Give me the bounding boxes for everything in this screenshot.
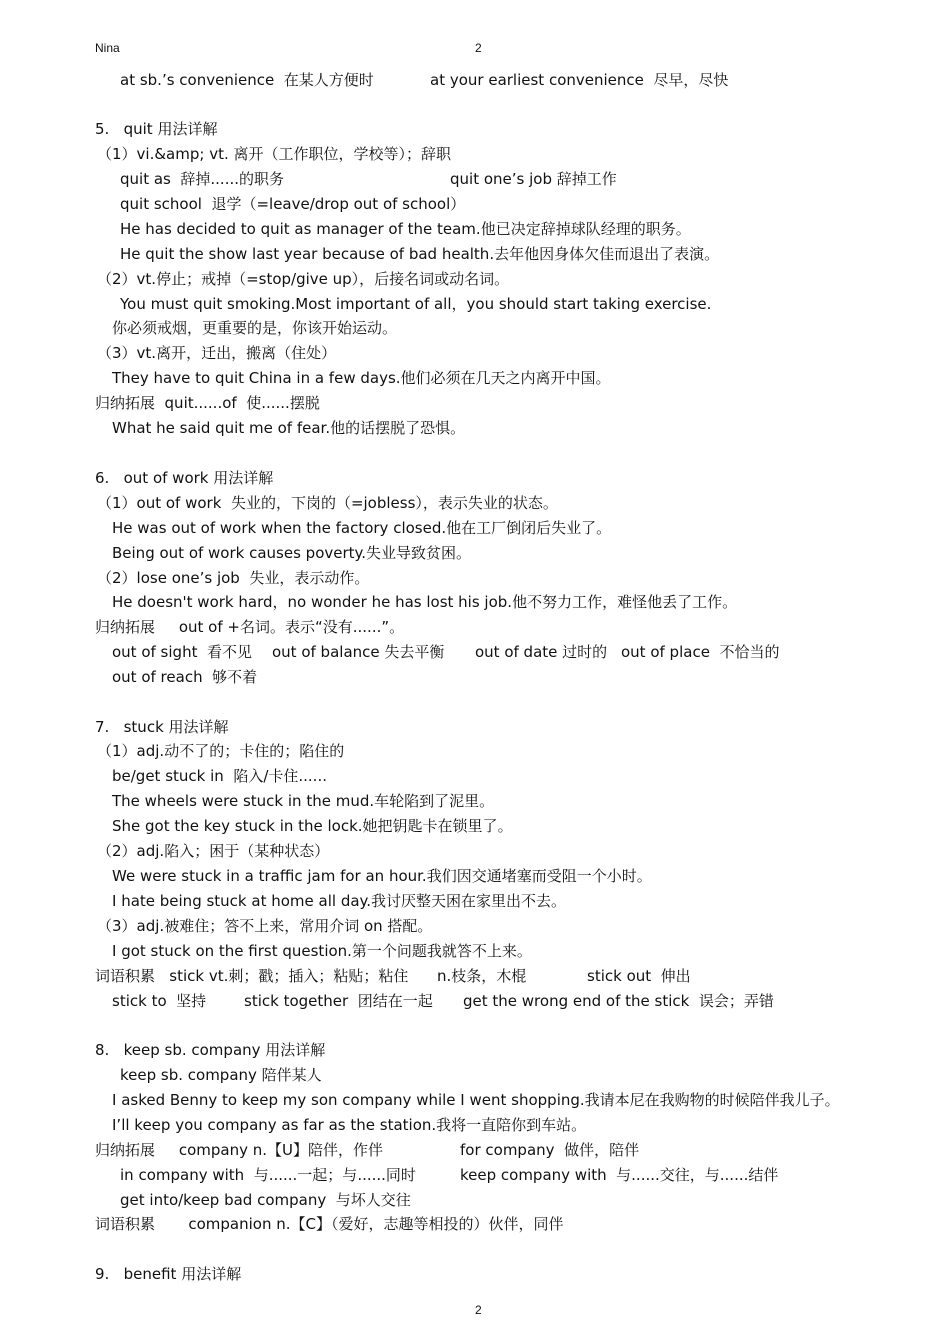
doc-line-6: He quit the show last year because of bad health.去年他因身体欠佳而退出了表演。 (120, 245, 720, 263)
doc-line-33-col-0: 词语积累 stick vt.刺；戳；插入；粘贴；粘住 n.枝条，木棍 (95, 967, 527, 985)
doc-line-29: We were stuck in a traffic jam for an hour.我们因交通堵塞而受阻一个小时。 (112, 867, 652, 885)
doc-line-11: They have to quit China in a few days.他们必须在几天之内离开中国。 (112, 369, 611, 387)
doc-line-15: （1）out of work 失业的，下岗的（=jobless），表示失业的状态。 (97, 494, 558, 512)
doc-line-21-col-2: out of date 过时的 (475, 643, 608, 661)
doc-line-17: Being out of work causes poverty.失业导致贫困。 (112, 544, 472, 562)
doc-line-22: out of reach 够不着 (112, 668, 258, 686)
doc-line-10: （3）vt.离开，迁出，搬离（住处） (97, 344, 337, 362)
doc-line-26: The wheels were stuck in the mud.车轮陷到了泥里。 (112, 792, 495, 810)
doc-line-28: （2）adj.陷入；困于（某种状态） (97, 842, 330, 860)
doc-line-21-col-0: out of sight 看不见 (112, 643, 252, 661)
doc-line-38: I’ll keep you company as far as the station.我将一直陪你到车站。 (112, 1116, 587, 1134)
doc-line-39-col-1: for company 做伴，陪伴 (460, 1141, 640, 1159)
doc-line-32: I got stuck on the first question.第一个问题我就答不上来。 (112, 942, 532, 960)
doc-line-24: （1）adj.动不了的；卡住的；陷住的 (97, 742, 345, 760)
footer-page-number: 2 (475, 1303, 482, 1317)
doc-line-8: You must quit smoking.Most important of all，you should start taking exercise. (120, 295, 712, 313)
doc-line-7: （2）vt.停止；戒掉（=stop/give up），后接名词或动名词。 (97, 270, 510, 288)
doc-line-18: （2）lose one’s job 失业，表示动作。 (97, 569, 370, 587)
header-page-number: 2 (475, 41, 482, 55)
doc-line-40-col-0: in company with 与......一起；与......同时 (120, 1166, 416, 1184)
doc-line-36: keep sb. company 陪伴某人 (120, 1066, 322, 1084)
doc-line-14: 6. out of work 用法详解 (95, 469, 274, 487)
doc-line-0-col-0: at sb.’s convenience 在某人方便时 (120, 71, 374, 89)
doc-line-33-col-1: stick out 伸出 (587, 967, 691, 985)
doc-line-34-col-1: stick together 团结在一起 (244, 992, 433, 1010)
doc-line-39-col-0: 归纳拓展 company n.【U】陪伴，作伴 (95, 1141, 383, 1159)
doc-line-41: get into/keep bad company 与坏人交往 (120, 1191, 411, 1209)
doc-line-20: 归纳拓展 out of +名词。表示“没有......”。 (95, 618, 405, 636)
doc-line-35: 8. keep sb. company 用法详解 (95, 1041, 326, 1059)
doc-line-34-col-0: stick to 坚持 (112, 992, 207, 1010)
doc-line-0-col-1: at your earliest convenience 尽早，尽快 (430, 71, 729, 89)
doc-line-5: He has decided to quit as manager of the team.他已决定辞掉球队经理的职务。 (120, 220, 691, 238)
doc-line-4: quit school 退学（=leave/drop out of school） (120, 195, 466, 213)
doc-line-2: （1）vi.&amp; vt. 离开（工作职位，学校等）；辞职 (97, 145, 451, 163)
doc-line-43: 9. benefit 用法详解 (95, 1265, 242, 1283)
doc-line-34-col-2: get the wrong end of the stick 误会；弄错 (463, 992, 774, 1010)
doc-line-12: 归纳拓展 quit......of 使......摆脱 (95, 394, 320, 412)
doc-line-19: He doesn't work hard，no wonder he has lost his job.他不努力工作，难怪他丢了工作。 (112, 593, 738, 611)
doc-line-13: What he said quit me of fear.他的话摆脱了恐惧。 (112, 419, 466, 437)
doc-line-27: She got the key stuck in the lock.她把钥匙卡在锁里了。 (112, 817, 513, 835)
doc-line-40-col-1: keep company with 与......交往，与......结伴 (460, 1166, 779, 1184)
doc-line-3-col-1: quit one’s job 辞掉工作 (450, 170, 617, 188)
doc-line-9: 你必须戒烟，更重要的是，你该开始运动。 (112, 319, 398, 337)
doc-line-1: 5. quit 用法详解 (95, 120, 218, 138)
doc-line-21-col-3: out of place 不恰当的 (621, 643, 780, 661)
doc-line-42: 词语积累 companion n.【C】（爱好，志趣等相投的）伙伴，同伴 (95, 1215, 564, 1233)
doc-line-21-col-1: out of balance 失去平衡 (272, 643, 445, 661)
doc-line-3-col-0: quit as 辞掉......的职务 (120, 170, 284, 188)
doc-line-30: I hate being stuck at home all day.我讨厌整天困在家里出不去。 (112, 892, 567, 910)
doc-line-23: 7. stuck 用法详解 (95, 718, 229, 736)
doc-line-25: be/get stuck in 陷入/卡住...... (112, 767, 327, 785)
doc-line-31: （3）adj.被难住；答不上来，常用介词 on 搭配。 (97, 917, 433, 935)
doc-line-16: He was out of work when the factory closed.他在工厂倒闭后失业了。 (112, 519, 612, 537)
doc-line-37: I asked Benny to keep my son company while I went shopping.我请本尼在我购物的时候陪伴我儿子。 (112, 1091, 840, 1109)
header-author: Nina (95, 41, 120, 55)
